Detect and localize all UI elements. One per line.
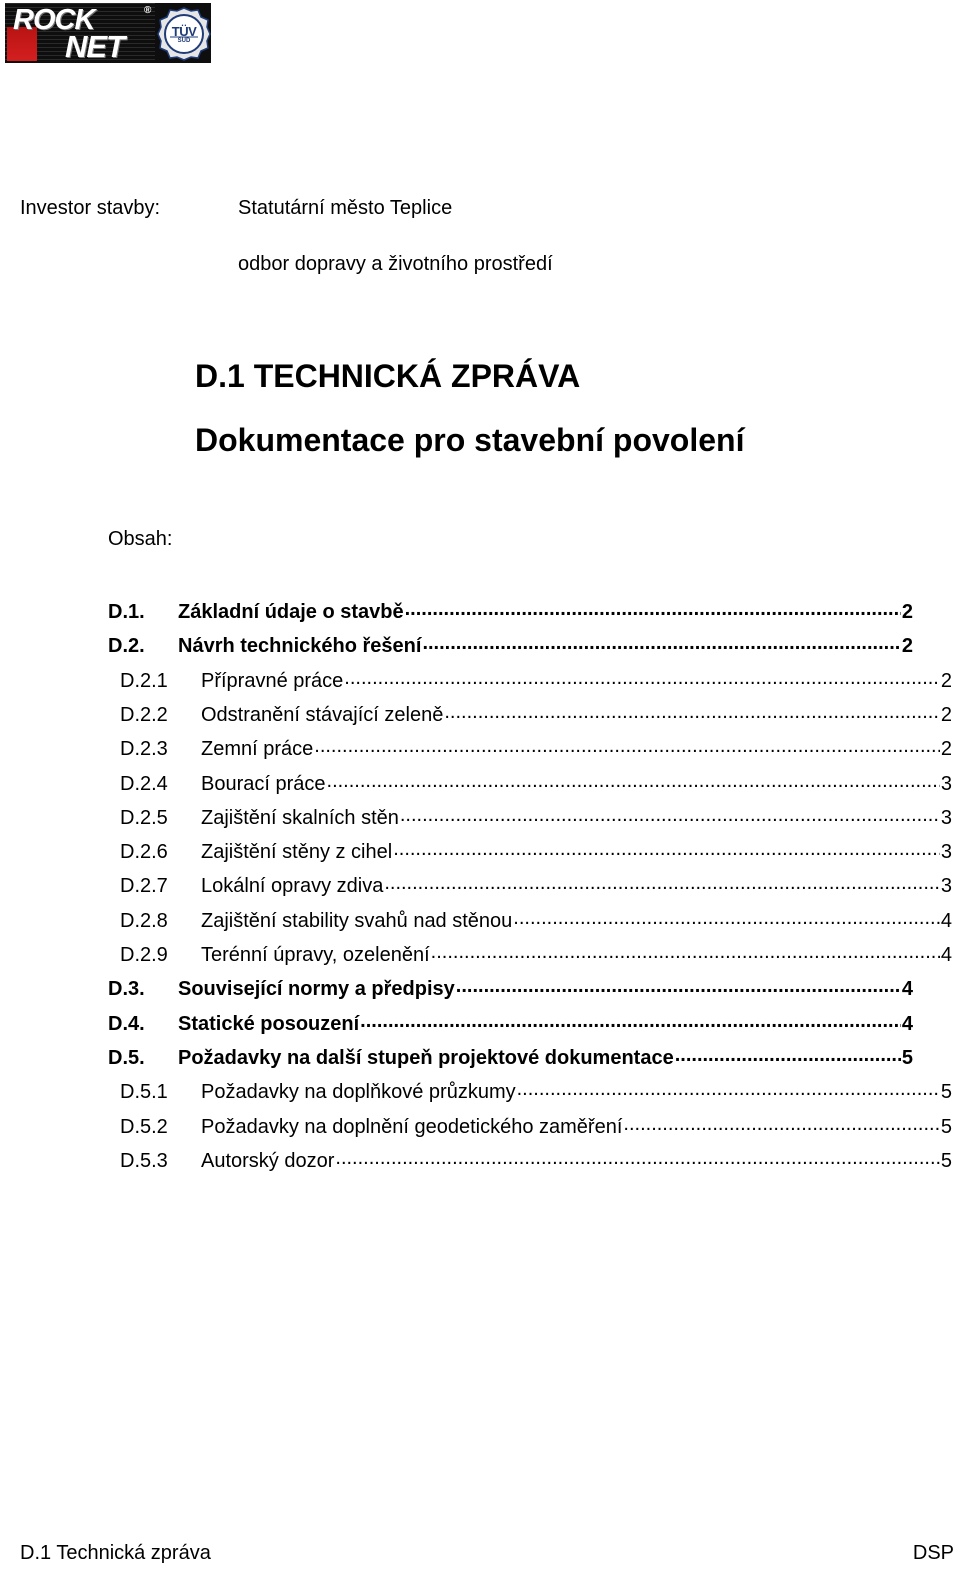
toc-entry-page: 2: [940, 703, 952, 726]
toc-dot-leader: [384, 872, 940, 892]
toc-entry-number: D.2.5: [120, 806, 168, 829]
toc-entry-title: Požadavky na další stupeň projektové dokumentace: [178, 1046, 674, 1069]
toc-dot-leader: [513, 907, 940, 927]
toc-entry-title: Lokální opravy zdiva: [201, 875, 384, 898]
toc-entry[interactable]: [120, 1147, 952, 1173]
toc-entry-title: Zajištění stability svahů nad stěnou: [201, 909, 513, 932]
toc-entry-title: Přípravné práce: [201, 669, 344, 692]
toc-entry[interactable]: [108, 1010, 913, 1036]
document-title: D.1 TECHNICKÁ ZPRÁVA: [195, 358, 581, 394]
toc-entry-title: Související normy a předpisy: [178, 978, 455, 1001]
toc-dot-leader: [314, 735, 940, 755]
toc-dot-leader: [405, 598, 901, 618]
seal-text-tuv: TÜV: [171, 24, 197, 39]
toc-entry-page: 4: [940, 944, 952, 966]
toc-entry-title: Statické posouzení: [178, 1012, 360, 1035]
toc-entry-number: D.2.1: [120, 669, 168, 692]
toc-entry[interactable]: [120, 735, 952, 761]
toc-entry[interactable]: [108, 1044, 913, 1070]
toc-entry-number: D.1.: [108, 601, 145, 623]
investor-label: Investor stavby:: [20, 197, 161, 219]
toc-entry-number: D.5.1: [120, 1081, 168, 1104]
toc-entry[interactable]: [120, 667, 952, 693]
toc-entry[interactable]: [120, 1078, 952, 1104]
toc-dot-leader: [431, 941, 940, 961]
toc-entry[interactable]: [120, 770, 952, 796]
toc-entry-title: Zajištění stěny z cihel: [201, 841, 393, 864]
toc-entry-number: D.2.9: [120, 944, 168, 966]
toc-dot-leader: [422, 632, 900, 652]
toc-dot-leader: [456, 975, 901, 995]
toc-entry-page: 5: [901, 1046, 913, 1069]
toc-entry[interactable]: [120, 907, 952, 933]
logo-word-net: NET: [65, 29, 124, 63]
toc-entry-page: 4: [901, 978, 913, 1001]
toc-dot-leader: [675, 1044, 901, 1064]
footer-document-name: D.1 Technická zpráva: [20, 1542, 211, 1564]
toc-entry-number: D.3.: [108, 978, 145, 1001]
toc-entry[interactable]: [120, 1113, 952, 1139]
toc-dot-leader: [360, 1010, 901, 1030]
toc-entry-number: D.2.2: [120, 703, 168, 726]
toc-entry-page: 3: [940, 841, 952, 864]
toc-entry-title: Terénní úpravy, ozelenění: [201, 944, 430, 966]
toc-entry-number: D.5.: [108, 1046, 145, 1069]
toc-dot-leader: [344, 667, 940, 687]
seal-text-sud: SÜD: [177, 38, 191, 44]
toc-entry-title: Požadavky na doplňkové průzkumy: [201, 1081, 516, 1104]
logo-registered-mark: ®: [144, 5, 152, 16]
toc-entry-page: 3: [940, 806, 952, 829]
toc-entry[interactable]: [108, 975, 913, 1001]
toc-entry[interactable]: [120, 804, 952, 830]
toc-entry[interactable]: [120, 701, 952, 727]
toc-dot-leader: [400, 804, 940, 824]
toc-dot-leader: [393, 838, 940, 858]
toc-entry-page: 2: [901, 635, 913, 658]
investor-name: Statutární město Teplice: [238, 197, 453, 219]
toc-entry-number: D.2.6: [120, 841, 168, 864]
footer-stage-code: DSP: [912, 1542, 954, 1564]
toc-entry-page: 5: [940, 1149, 952, 1172]
toc-entry-title: Základní údaje o stavbě: [178, 601, 404, 623]
toc-entry-number: D.2.7: [120, 875, 168, 898]
toc-entry-title: Zemní práce: [201, 738, 314, 761]
document-subtitle: Dokumentace pro stavební povolení: [195, 422, 745, 458]
toc-entry-page: 5: [940, 1115, 952, 1138]
tuv-seal-icon: [157, 7, 211, 61]
toc-entry-number: D.2.4: [120, 772, 168, 795]
toc-entry-page: 2: [901, 601, 913, 623]
toc-entry-page: 4: [901, 1012, 913, 1035]
logo-word-rock: ROCK: [13, 4, 95, 36]
toc-entry-page: 3: [940, 875, 952, 898]
toc-entry-title: Bourací práce: [201, 772, 326, 795]
toc-dot-leader: [623, 1113, 939, 1133]
toc-entry-title: Požadavky na doplnění geodetického zaměření: [201, 1115, 623, 1138]
toc-entry-number: D.2.: [108, 635, 145, 658]
toc-entry-title: Autorský dozor: [201, 1149, 335, 1172]
toc-dot-leader: [335, 1147, 939, 1167]
toc-entry[interactable]: [120, 941, 952, 967]
toc-entry-title: Odstranění stávající zeleně: [201, 703, 444, 726]
toc-entry-number: D.5.3: [120, 1149, 168, 1172]
toc-dot-leader: [327, 770, 940, 790]
toc-entry-page: 2: [940, 669, 952, 692]
toc-dot-leader: [517, 1078, 940, 1098]
toc-entry-number: D.4.: [108, 1012, 145, 1035]
toc-entry[interactable]: [120, 838, 952, 864]
toc-entry-number: D.2.3: [120, 738, 168, 761]
toc-entry-title: Zajištění skalních stěn: [201, 806, 399, 829]
toc-entry-page: 3: [940, 772, 952, 795]
toc-entry[interactable]: [108, 632, 913, 658]
toc-heading: Obsah:: [108, 528, 173, 550]
toc-entry-title: Návrh technického řešení: [178, 635, 422, 658]
toc-entry[interactable]: [120, 872, 952, 898]
toc-entry-page: 2: [940, 738, 952, 761]
company-logo: [5, 3, 211, 63]
toc-entry-page: 5: [940, 1081, 952, 1104]
toc-entry-number: D.5.2: [120, 1115, 168, 1138]
toc-entry-number: D.2.8: [120, 909, 168, 932]
toc-entry[interactable]: [108, 598, 913, 624]
investor-department: odbor dopravy a životního prostředí: [238, 253, 553, 275]
toc-dot-leader: [444, 701, 940, 721]
toc-entry-page: 4: [940, 909, 952, 932]
